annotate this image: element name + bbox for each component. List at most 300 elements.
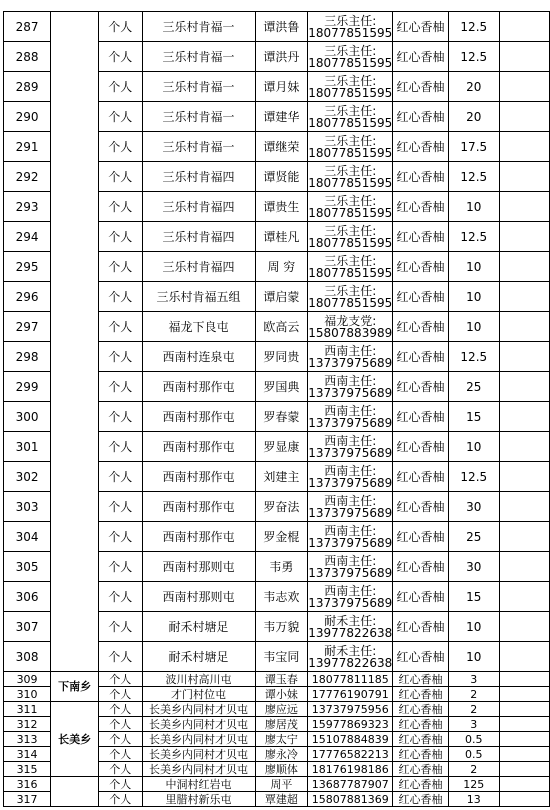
contact-phone: 18077851595 (308, 145, 393, 160)
type-cell: 个人 (99, 12, 143, 42)
contact-cell (308, 717, 393, 732)
contact-phone: 18077811185 (311, 672, 389, 686)
quantity-cell: 2 (448, 702, 499, 717)
variety-cell: 红心香柚 (393, 672, 448, 687)
contact-cell (308, 432, 393, 462)
table-row (4, 777, 550, 792)
contact-title: 三乐主任: (324, 103, 377, 118)
grower-name-cell: 廖居茂 (255, 717, 308, 732)
grower-name-cell: 廖顺体 (255, 762, 308, 777)
variety-cell: 红心香柚 (393, 192, 448, 222)
contact-title: 西南主任: (324, 523, 377, 538)
village-cell: 西南村那则屯 (142, 552, 255, 582)
contact-phone: 15807881369 (311, 792, 389, 806)
row-number-cell: 309 (4, 672, 51, 687)
village-cell: 波川村高川屯 (142, 672, 255, 687)
row-number-cell: 295 (4, 252, 51, 282)
contact-cell (308, 762, 393, 777)
grower-name-cell: 韦万貌 (255, 612, 308, 642)
type-cell: 个人 (99, 282, 143, 312)
village-cell: 三乐村肯福四 (142, 162, 255, 192)
contact-title: 三乐主任: (324, 253, 377, 268)
blank-cell (499, 252, 549, 282)
type-cell: 个人 (99, 342, 143, 372)
village-cell: 耐禾村塘足 (142, 642, 255, 672)
contact-phone: 18176198186 (311, 762, 389, 776)
type-cell: 个人 (99, 552, 143, 582)
contact-cell (308, 102, 393, 132)
blank-cell (499, 732, 549, 747)
contact-phone: 13977822638 (308, 625, 393, 640)
village-cell: 三乐村肯福一 (142, 42, 255, 72)
contact-title: 三乐主任: (324, 163, 377, 178)
blank-cell (499, 282, 549, 312)
type-cell: 个人 (99, 42, 143, 72)
contact-phone: 13737975689 (308, 415, 393, 430)
type-cell: 个人 (99, 372, 143, 402)
quantity-cell: 10 (448, 192, 499, 222)
village-cell: 西南村那作屯 (142, 522, 255, 552)
contact-cell (308, 402, 393, 432)
quantity-cell: 25 (448, 372, 499, 402)
blank-cell (499, 687, 549, 702)
village-cell: 三乐村肯福四 (142, 192, 255, 222)
contact-phone: 13737975956 (311, 702, 389, 716)
contact-phone: 13737975689 (308, 355, 393, 370)
variety-cell: 红心香柚 (393, 702, 448, 717)
quantity-cell: 10 (448, 432, 499, 462)
village-cell: 才门村位屯 (142, 687, 255, 702)
quantity-cell: 30 (448, 552, 499, 582)
village-cell: 长美乡内同村才贝屯 (142, 762, 255, 777)
row-number-cell: 299 (4, 372, 51, 402)
variety-cell: 红心香柚 (393, 522, 448, 552)
type-cell: 个人 (99, 792, 143, 807)
quantity-cell: 12.5 (448, 42, 499, 72)
quantity-cell: 12.5 (448, 462, 499, 492)
quantity-cell: 10 (448, 282, 499, 312)
grower-name-cell: 周平 (255, 777, 308, 792)
quantity-cell: 25 (448, 522, 499, 552)
contact-cell (308, 492, 393, 522)
row-number-cell: 289 (4, 72, 51, 102)
row-number-cell: 293 (4, 192, 51, 222)
village-cell: 西南村那作屯 (142, 402, 255, 432)
contact-title: 三乐主任: (324, 43, 377, 58)
grower-name-cell: 周 穷 (255, 252, 308, 282)
row-number-cell: 288 (4, 42, 51, 72)
blank-cell (499, 162, 549, 192)
contact-cell (308, 72, 393, 102)
variety-cell: 红心香柚 (393, 12, 448, 42)
variety-cell: 红心香柚 (393, 132, 448, 162)
contact-cell (308, 522, 393, 552)
variety-cell: 红心香柚 (393, 252, 448, 282)
grower-name-cell: 谭启蒙 (255, 282, 308, 312)
variety-cell: 红心香柚 (393, 492, 448, 522)
type-cell: 个人 (99, 252, 143, 282)
village-cell: 三乐村肯福一 (142, 132, 255, 162)
grower-name-cell: 覃建超 (255, 792, 308, 807)
blank-cell (499, 102, 549, 132)
blank-cell (499, 717, 549, 732)
contact-phone: 13737975689 (308, 475, 393, 490)
contact-cell (308, 312, 393, 342)
contact-title: 福龙支党: (324, 313, 377, 328)
contact-phone: 18077851595 (308, 55, 393, 70)
contact-title: 西南主任: (324, 433, 377, 448)
contact-title: 三乐主任: (324, 133, 377, 148)
village-cell: 福龙下良屯 (142, 312, 255, 342)
contact-phone: 18077851595 (308, 25, 393, 40)
contact-phone: 17776190791 (311, 687, 389, 701)
contact-title: 西南主任: (324, 343, 377, 358)
quantity-cell: 0.5 (448, 747, 499, 762)
blank-cell (499, 777, 549, 792)
row-number-cell: 317 (4, 792, 51, 807)
quantity-cell: 2 (448, 687, 499, 702)
type-cell: 个人 (99, 642, 143, 672)
blank-cell (499, 672, 549, 687)
type-cell: 个人 (99, 192, 143, 222)
contact-cell (308, 132, 393, 162)
row-number-cell: 316 (4, 777, 51, 792)
variety-cell: 红心香柚 (393, 162, 448, 192)
row-number-cell: 290 (4, 102, 51, 132)
blank-cell (499, 762, 549, 777)
type-cell: 个人 (99, 492, 143, 522)
contact-phone: 18077851595 (308, 85, 393, 100)
row-number-cell: 297 (4, 312, 51, 342)
contact-cell (308, 12, 393, 42)
blank-cell (499, 342, 549, 372)
quantity-cell: 10 (448, 612, 499, 642)
contact-phone: 18077851595 (308, 265, 393, 280)
village-cell: 里腊村新乐屯 (142, 792, 255, 807)
contact-cell (308, 222, 393, 252)
variety-cell: 红心香柚 (393, 747, 448, 762)
type-cell: 个人 (99, 582, 143, 612)
contact-title: 耐禾主任: (324, 613, 377, 628)
type-cell: 个人 (99, 732, 143, 747)
variety-cell: 红心香柚 (393, 372, 448, 402)
contact-cell (308, 642, 393, 672)
row-number-cell: 291 (4, 132, 51, 162)
variety-cell: 红心香柚 (393, 732, 448, 747)
contact-cell (308, 702, 393, 717)
row-number-cell: 301 (4, 432, 51, 462)
contact-phone: 18077851595 (308, 115, 393, 130)
contact-cell (308, 162, 393, 192)
village-cell: 长美乡内同村才贝屯 (142, 747, 255, 762)
contact-cell (308, 552, 393, 582)
village-cell: 三乐村肯福一 (142, 72, 255, 102)
quantity-cell: 30 (448, 492, 499, 522)
village-cell: 耐禾村塘足 (142, 612, 255, 642)
variety-cell: 红心香柚 (393, 282, 448, 312)
village-cell: 西南村那作屯 (142, 432, 255, 462)
blank-cell (499, 642, 549, 672)
village-cell: 长美乡内同村才贝屯 (142, 732, 255, 747)
table-row (4, 702, 550, 717)
quantity-cell: 3 (448, 672, 499, 687)
type-cell: 个人 (99, 777, 143, 792)
contact-phone: 15977869323 (311, 717, 389, 731)
village-cell: 三乐村肯福四 (142, 252, 255, 282)
contact-title: 三乐主任: (324, 13, 377, 28)
quantity-cell: 2 (448, 762, 499, 777)
grower-name-cell: 廖太宁 (255, 732, 308, 747)
quantity-cell: 125 (448, 777, 499, 792)
quantity-cell: 0.5 (448, 732, 499, 747)
variety-cell: 红心香柚 (393, 312, 448, 342)
type-cell: 个人 (99, 612, 143, 642)
grower-name-cell: 罗奋法 (255, 492, 308, 522)
contact-cell (308, 612, 393, 642)
type-cell: 个人 (99, 687, 143, 702)
quantity-cell: 20 (448, 72, 499, 102)
grower-name-cell: 谭洪丹 (255, 42, 308, 72)
grower-name-cell: 罗显康 (255, 432, 308, 462)
grower-name-cell: 谭建华 (255, 102, 308, 132)
variety-cell: 红心香柚 (393, 717, 448, 732)
quantity-cell: 12.5 (448, 12, 499, 42)
contact-title: 西南主任: (324, 583, 377, 598)
contact-cell (308, 672, 393, 687)
blank-cell (499, 582, 549, 612)
contact-phone: 15107884839 (311, 732, 389, 746)
grower-name-cell: 谭继荣 (255, 132, 308, 162)
row-number-cell: 308 (4, 642, 51, 672)
quantity-cell: 20 (448, 102, 499, 132)
grower-name-cell: 谭月妹 (255, 72, 308, 102)
contact-cell (308, 372, 393, 402)
contact-cell (308, 252, 393, 282)
quantity-cell: 3 (448, 717, 499, 732)
village-cell: 三乐村肯福五组 (142, 282, 255, 312)
village-cell: 西南村那作屯 (142, 492, 255, 522)
type-cell: 个人 (99, 462, 143, 492)
village-cell: 西南村那则屯 (142, 582, 255, 612)
table-row (4, 672, 550, 687)
contact-title: 耐禾主任: (324, 643, 377, 658)
row-number-cell: 306 (4, 582, 51, 612)
contact-phone: 18077851595 (308, 205, 393, 220)
quantity-cell: 13 (448, 792, 499, 807)
contact-title: 西南主任: (324, 493, 377, 508)
blank-cell (499, 702, 549, 717)
blank-cell (499, 492, 549, 522)
row-number-cell: 287 (4, 12, 51, 42)
blank-cell (499, 522, 549, 552)
village-cell: 长美乡内同村才贝屯 (142, 702, 255, 717)
variety-cell: 红心香柚 (393, 777, 448, 792)
contact-phone: 13737975689 (308, 595, 393, 610)
contact-phone: 13737975689 (308, 505, 393, 520)
contact-phone: 13737975689 (308, 385, 393, 400)
contact-cell (308, 687, 393, 702)
contact-cell (308, 582, 393, 612)
quantity-cell: 12.5 (448, 222, 499, 252)
blank-cell (499, 132, 549, 162)
contact-cell (308, 192, 393, 222)
grower-name-cell: 罗春蒙 (255, 402, 308, 432)
blank-cell (499, 612, 549, 642)
type-cell: 个人 (99, 312, 143, 342)
variety-cell: 红心香柚 (393, 687, 448, 702)
contact-title: 三乐主任: (324, 223, 377, 238)
grower-name-cell: 欧高云 (255, 312, 308, 342)
grower-name-cell: 廖应远 (255, 702, 308, 717)
village-cell: 西南村那作屯 (142, 372, 255, 402)
contact-title: 三乐主任: (324, 283, 377, 298)
contact-cell (308, 342, 393, 372)
contact-phone: 13737975689 (308, 565, 393, 580)
variety-cell: 红心香柚 (393, 762, 448, 777)
contact-title: 三乐主任: (324, 193, 377, 208)
type-cell: 个人 (99, 72, 143, 102)
grower-name-cell: 谭玉春 (255, 672, 308, 687)
variety-cell: 红心香柚 (393, 462, 448, 492)
grower-name-cell: 廖永冷 (255, 747, 308, 762)
blank-cell (499, 747, 549, 762)
blank-cell (499, 42, 549, 72)
quantity-cell: 12.5 (448, 342, 499, 372)
grower-name-cell: 韦宝同 (255, 642, 308, 672)
village-cell: 长美乡内同村才贝屯 (142, 717, 255, 732)
row-number-cell: 294 (4, 222, 51, 252)
blank-cell (499, 402, 549, 432)
row-number-cell: 310 (4, 687, 51, 702)
nursery-distribution-table (3, 11, 550, 807)
variety-cell: 红心香柚 (393, 582, 448, 612)
contact-cell (308, 792, 393, 807)
quantity-cell: 12.5 (448, 162, 499, 192)
contact-title: 西南主任: (324, 403, 377, 418)
variety-cell: 红心香柚 (393, 792, 448, 807)
contact-phone: 18077851595 (308, 295, 393, 310)
township-cell: 下南乡 (51, 672, 99, 702)
row-number-cell: 292 (4, 162, 51, 192)
row-number-cell: 307 (4, 612, 51, 642)
row-number-cell: 313 (4, 732, 51, 747)
quantity-cell: 10 (448, 642, 499, 672)
row-number-cell: 298 (4, 342, 51, 372)
quantity-cell: 10 (448, 252, 499, 282)
type-cell: 个人 (99, 702, 143, 717)
quantity-cell: 10 (448, 312, 499, 342)
row-number-cell: 303 (4, 492, 51, 522)
row-number-cell: 296 (4, 282, 51, 312)
contact-phone: 18077851595 (308, 175, 393, 190)
grower-name-cell: 谭贵生 (255, 192, 308, 222)
row-number-cell: 312 (4, 717, 51, 732)
contact-cell (308, 462, 393, 492)
blank-cell (499, 372, 549, 402)
variety-cell: 红心香柚 (393, 222, 448, 252)
grower-name-cell: 罗国典 (255, 372, 308, 402)
quantity-cell: 17.5 (448, 132, 499, 162)
contact-phone: 17776582213 (311, 747, 389, 761)
contact-title: 西南主任: (324, 553, 377, 568)
contact-phone: 15807883989 (308, 325, 393, 340)
blank-cell (499, 222, 549, 252)
blank-cell (499, 12, 549, 42)
variety-cell: 红心香柚 (393, 42, 448, 72)
blank-cell (499, 432, 549, 462)
variety-cell: 红心香柚 (393, 642, 448, 672)
blank-cell (499, 312, 549, 342)
row-number-cell: 311 (4, 702, 51, 717)
township-cell: 长美乡 (51, 702, 99, 777)
row-number-cell: 302 (4, 462, 51, 492)
grower-name-cell: 谭桂凡 (255, 222, 308, 252)
row-number-cell: 315 (4, 762, 51, 777)
row-number-cell: 305 (4, 552, 51, 582)
contact-cell (308, 747, 393, 762)
village-cell: 中洞村红岩屯 (142, 777, 255, 792)
grower-name-cell: 谭贤能 (255, 162, 308, 192)
type-cell: 个人 (99, 222, 143, 252)
contact-cell (308, 777, 393, 792)
type-cell: 个人 (99, 672, 143, 687)
table-row (4, 12, 550, 42)
type-cell: 个人 (99, 762, 143, 777)
blank-cell (499, 792, 549, 807)
variety-cell: 红心香柚 (393, 72, 448, 102)
contact-phone: 13737975689 (308, 445, 393, 460)
grower-name-cell: 刘建主 (255, 462, 308, 492)
contact-phone: 13687787907 (311, 777, 389, 791)
contact-title: 西南主任: (324, 463, 377, 478)
contact-title: 西南主任: (324, 373, 377, 388)
blank-cell (499, 192, 549, 222)
variety-cell: 红心香柚 (393, 612, 448, 642)
variety-cell: 红心香柚 (393, 402, 448, 432)
row-number-cell: 304 (4, 522, 51, 552)
blank-cell (499, 552, 549, 582)
type-cell: 个人 (99, 132, 143, 162)
variety-cell: 红心香柚 (393, 552, 448, 582)
type-cell: 个人 (99, 747, 143, 762)
type-cell: 个人 (99, 717, 143, 732)
township-cell (51, 777, 99, 807)
quantity-cell: 15 (448, 402, 499, 432)
contact-phone: 18077851595 (308, 235, 393, 250)
quantity-cell: 15 (448, 582, 499, 612)
village-cell: 西南村连泉屯 (142, 342, 255, 372)
village-cell: 三乐村肯福一 (142, 102, 255, 132)
type-cell: 个人 (99, 102, 143, 132)
row-number-cell: 300 (4, 402, 51, 432)
village-cell: 三乐村肯福四 (142, 222, 255, 252)
blank-cell (499, 462, 549, 492)
variety-cell: 红心香柚 (393, 432, 448, 462)
type-cell: 个人 (99, 432, 143, 462)
contact-cell (308, 282, 393, 312)
grower-name-cell: 罗金棍 (255, 522, 308, 552)
grower-name-cell: 韦志欢 (255, 582, 308, 612)
contact-title: 三乐主任: (324, 73, 377, 88)
grower-name-cell: 罗同贵 (255, 342, 308, 372)
grower-name-cell: 韦勇 (255, 552, 308, 582)
contact-phone: 13737975689 (308, 535, 393, 550)
township-cell (51, 12, 99, 672)
variety-cell: 红心香柚 (393, 102, 448, 132)
contact-phone: 13977822638 (308, 655, 393, 670)
grower-name-cell: 谭小妹 (255, 687, 308, 702)
type-cell: 个人 (99, 522, 143, 552)
